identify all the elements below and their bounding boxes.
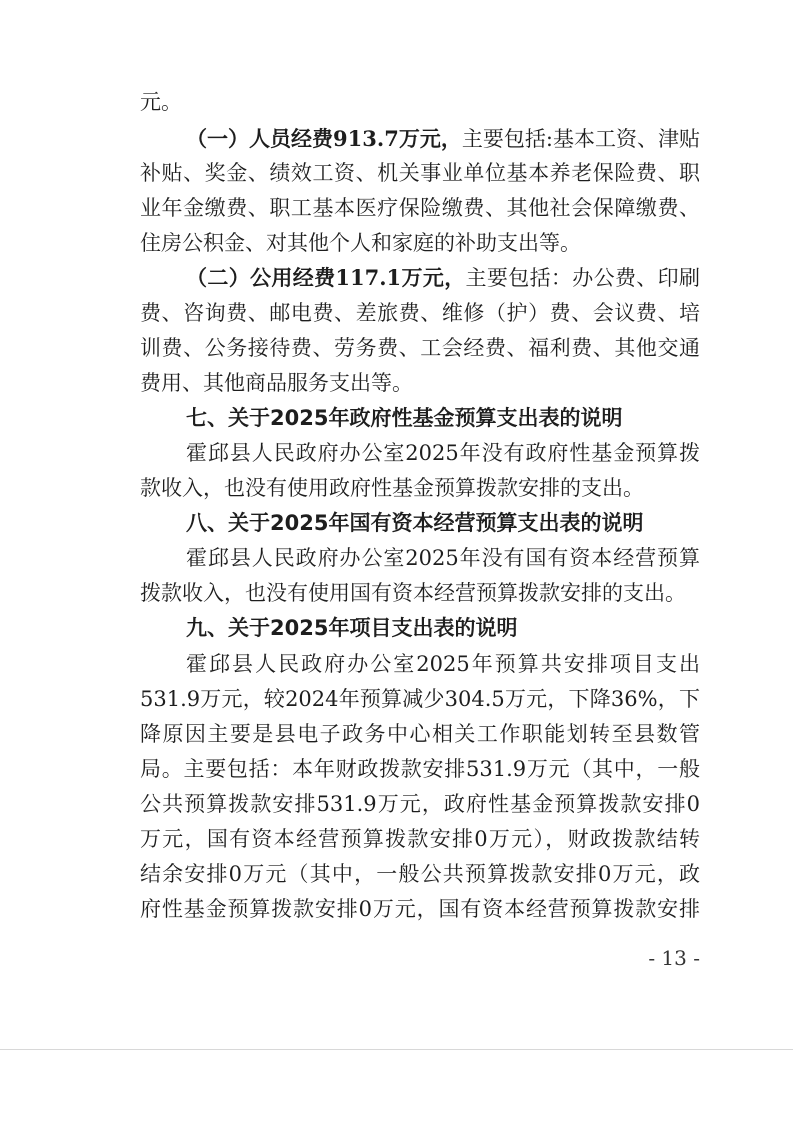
text-line: 费、咨询费、邮电费、差旅费、维修（护）费、会议费、培	[140, 301, 700, 325]
text-line: 住房公积金、对其他个人和家庭的补助支出等。	[140, 231, 581, 255]
page-bottom-rule	[0, 1049, 793, 1050]
section-heading-9: 九、关于2025年项目支出表的说明	[186, 616, 518, 640]
page-number: - 13 -	[648, 946, 700, 970]
text-line: 费用、其他商品服务支出等。	[140, 371, 413, 395]
personnel-expenses-heading: （一）人员经费913.7万元，	[186, 126, 462, 151]
personnel-expenses-text: 主要包括:基本工资、津贴	[461, 127, 700, 151]
text-line: 训费、公务接待费、劳务费、工会经费、福利费、其他交通	[140, 336, 700, 360]
text-line: 霍邱县人民政府办公室2025年没有政府性基金预算拨	[186, 441, 700, 465]
text-line: 拨款收入，也没有使用国有资本经营预算拨款安排的支出。	[140, 581, 686, 605]
text-line: 531.9万元，较2024年预算减少304.5万元，下降36%，下	[140, 687, 700, 711]
text-line: 结余安排0万元（其中，一般公共预算拨款安排0万元，政	[140, 862, 700, 886]
section-heading-8: 八、关于2025年国有资本经营预算支出表的说明	[186, 511, 644, 535]
text-line: 万元，国有资本经营预算拨款安排0万元），财政拨款结转	[140, 827, 700, 851]
paragraph-personnel-expenses	[186, 123, 700, 155]
text-line: 霍邱县人民政府办公室2025年没有国有资本经营预算	[186, 546, 700, 570]
text-line: 霍邱县人民政府办公室2025年预算共安排项目支出	[186, 652, 700, 676]
public-expenses-text: 主要包括：办公费、印刷	[465, 266, 700, 290]
text-line: 补贴、奖金、绩效工资、机关事业单位基本养老保险费、职	[140, 161, 700, 185]
text-line: 府性基金预算拨款安排0万元，国有资本经营预算拨款安排	[140, 897, 700, 921]
section-heading-7: 七、关于2025年政府性基金预算支出表的说明	[186, 406, 623, 430]
text-line: 降原因主要是县电子政务中心相关工作职能划转至县数管	[140, 722, 700, 746]
text-line: 公共预算拨款安排531.9万元，政府性基金预算拨款安排0	[140, 792, 700, 816]
public-expenses-heading: （二）公用经费117.1万元，	[186, 265, 466, 290]
text-line: 元。	[140, 90, 182, 114]
text-line: 款收入，也没有使用政府性基金预算拨款安排的支出。	[140, 476, 644, 500]
paragraph-public-expenses	[186, 262, 700, 294]
text-line: 业年金缴费、职工基本医疗保险缴费、其他社会保障缴费、	[140, 196, 700, 220]
text-line: 局。主要包括：本年财政拨款安排531.9万元（其中，一般	[140, 757, 700, 781]
